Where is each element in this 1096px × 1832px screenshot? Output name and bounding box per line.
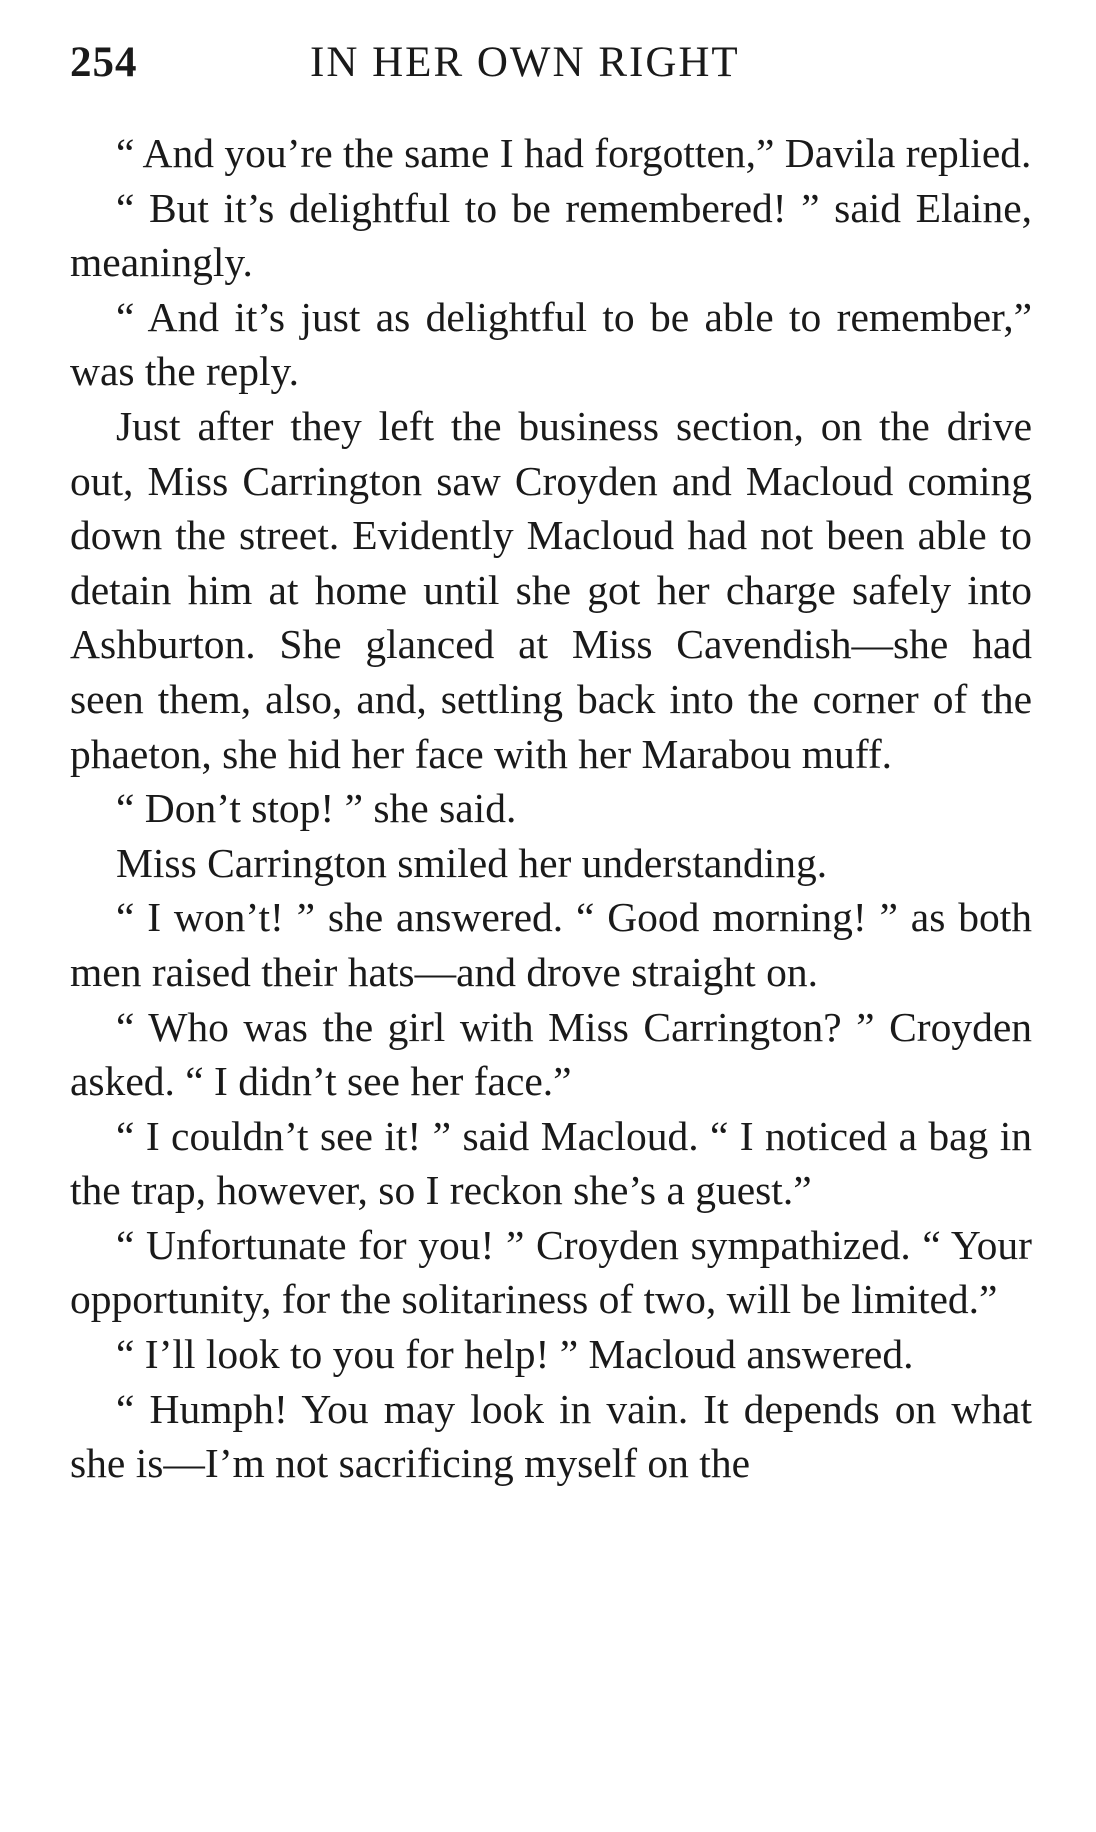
paragraph: “ Unfortunate for you! ” Croyden sympathized. “ Your opportunity, for the solitariness of two, will be limited.” — [70, 1221, 1032, 1323]
paragraph: “ Humph! You may look in vain. It depends on what she is—I’m not sacrificing myself on the — [70, 1385, 1032, 1487]
paragraph: “ Don’t stop! ” she said. — [116, 785, 517, 832]
paragraph: “ I won’t! ” she answered. “ Good morning! ” as both men raised their hats—and drove straight on. — [70, 894, 1032, 995]
paragraph: “ I’ll look to you for help! ” Macloud answered. — [116, 1331, 914, 1378]
running-title: IN HER OWN RIGHT — [310, 39, 740, 86]
paragraph: “ And it’s just as delightful to be able to remember,” was the reply. — [70, 293, 1032, 395]
paragraph: “ I couldn’t see it! ” said Macloud. “ I noticed a bag in the trap, however, so I reckon she’s a guest.” — [70, 1112, 1032, 1214]
paragraph: “ And you’re the same I had forgotten,” Davila replied. — [116, 130, 1032, 176]
body-text — [70, 126, 1032, 1491]
paragraph: “ Who was the girl with Miss Carrington? ” Croyden asked. “ I didn’t see her face.” — [70, 1003, 1032, 1105]
page-number: 254 — [70, 39, 138, 86]
running-head — [70, 38, 1032, 98]
paragraph: “ But it’s delightful to be remembered! ” said Elaine, meaningly. — [70, 184, 1032, 286]
paragraph: Miss Carrington smiled her understanding. — [116, 839, 828, 886]
paragraph: Just after they left the business section, on the drive out, Miss Carrington saw Croyden and Macloud coming down the street. Evidently Macloud had not been able to detain him at home until she got her charge safely into Ashburton. She glanced at Miss Cavendish—she had seen them, also, and, settling back into the corner of the phaeton, she hid her face with her Marabou muff. — [70, 402, 1032, 777]
